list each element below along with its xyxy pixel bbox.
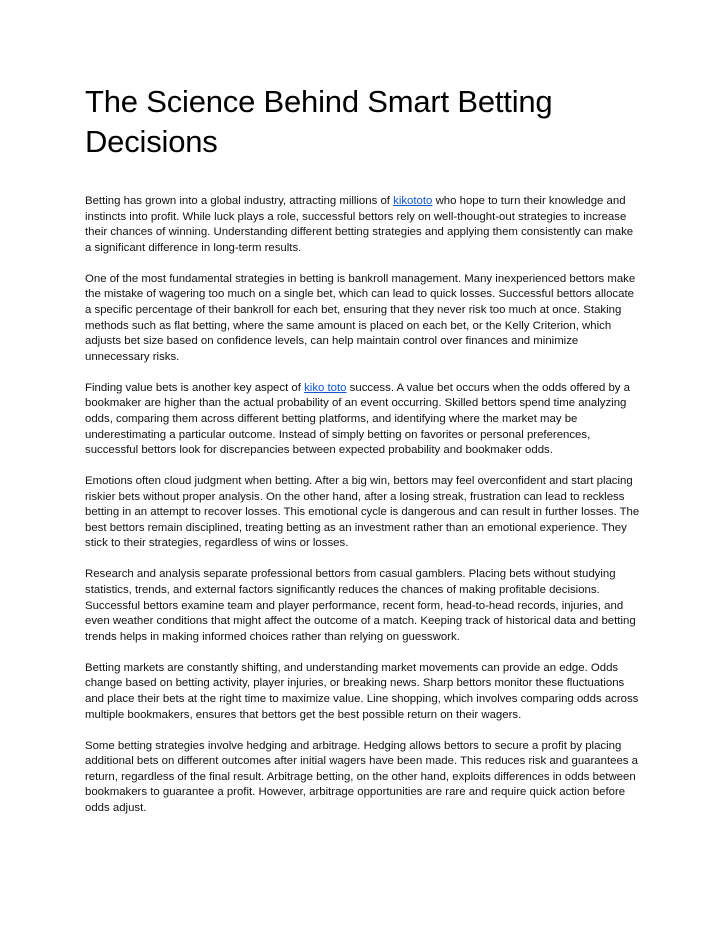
paragraph-text: Betting has grown into a global industry, attracting millions of (85, 195, 394, 207)
paragraph-intro (85, 194, 640, 256)
paragraph-text: Finding value bets is another key aspect of (85, 381, 305, 394)
paragraph-research: Research and analysis separate professional bettors from casual gamblers. Placing bets without studying statistics, trends, and external factors significantly reduces the chances of making profitable decisions. Successful bettors examine team and player performance, recent form, head-to-head records, injuries, and even weather conditions that might affect the outcome of a match. Keeping track of historical data and betting trends helps in making informed choices rather than relying on guesswork. (85, 568, 636, 643)
link-kiko-toto[interactable]: kiko toto (304, 381, 347, 394)
link-kikototo[interactable]: kikototo (393, 195, 433, 207)
paragraph-text: success. A value bet occurs when the odds offered by a bookmaker are higher than the actual probability of an event occurring. Skilled bettors spend time analyzing odds, comparing them across different betting platforms, and identifying where the market may be underestimating a particular outcome. Instead of simply betting on favorites or personal preferences, successful bettors look for discrepancies between expected probability and bookmaker odds. (85, 381, 630, 457)
paragraph-emotions: Emotions often cloud judgment when betting. After a big win, bettors may feel overconfident and start placing riskier bets without proper analysis. On the other hand, after a losing streak, frustration can lead to reckless betting in an attempt to recover losses. This emotional cycle is dangerous and can result in further losses. The best bettors remain disciplined, treating betting as an investment rather than an emotional experience. They stick to their strategies, regardless of wins or losses. (85, 475, 640, 550)
paragraph-hedging: Some betting strategies involve hedging and arbitrage. Hedging allows bettors to secure a profit by placing additional bets on different outcomes after initial wagers have been made. This reduces risk and guarantees a return, regardless of the final result. Arbitrage betting, on the other hand, exploits differences in odds between bookmakers to guarantee a profit. However, arbitrage opportunities are rare and require quick action before odds adjust. (85, 739, 638, 814)
paragraph-value-bets (85, 381, 640, 459)
paragraph-text: who hope to turn their knowledge and instincts into profit. While luck plays a role, successful bettors rely on well-thought-out strategies to increase their chances of winning. Understanding different betting strategies and applying them consistently can make a significant difference in long-term results. (85, 195, 634, 254)
paragraph-markets: Betting markets are constantly shifting, and understanding market movements can provide an edge. Odds change based on betting activity, player injuries, or breaking news. Sharp bettors monitor these fluctuations and place their bets at the right time to maximize value. Line shopping, which involves comparing odds across multiple bookmakers, ensures that bettors get the best possible return on their wagers. (85, 661, 639, 721)
paragraph-bankroll: One of the most fundamental strategies in betting is bankroll management. Many inexperienced bettors make the mistake of wagering too much on a single bet, which can lead to quick losses. Successful bettors allocate a specific percentage of their bankroll for each bet, ensuring that they never risk too much at once. Staking methods such as flat betting, where the same amount is placed on each bet, or the Kelly Criterion, which adjusts bet size based on confidence levels, can help maintain control over finances and minimize unnecessary risks. (85, 272, 636, 363)
document-title: The Science Behind Smart Betting Decisions (85, 84, 553, 159)
